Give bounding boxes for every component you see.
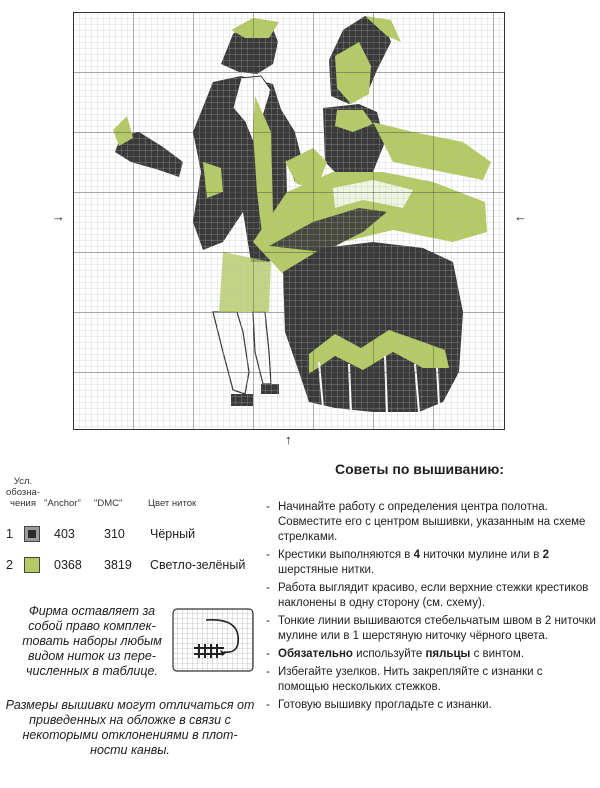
tip-item	[266, 614, 596, 644]
tip-item	[266, 698, 596, 713]
tips-title: Советы по вышиванию:	[335, 461, 505, 477]
legend-header-dmc: "DMC"	[94, 498, 123, 509]
tip-text: используйте	[352, 648, 426, 660]
tip-text: 2	[542, 549, 549, 561]
tip-text: Готовую вышивку прогладьте с изнанки.	[278, 699, 492, 711]
cross-stitch-chart	[73, 12, 505, 430]
tip-text: шерстяные нитки.	[278, 564, 375, 576]
tip-item	[266, 647, 596, 662]
tip-text: Начинайте работу с определения центра полотна. Совместите его с центром вышивки, указанным на схеме стрелками.	[278, 501, 586, 543]
legend-row-number: 1	[6, 527, 13, 541]
legend-dmc-code: 310	[104, 527, 125, 541]
center-arrow-bottom-icon: ↑	[285, 432, 292, 447]
legend-anchor-code: 403	[54, 527, 75, 541]
tip-text: Избегайте узелков. Нить закрепляйте с изнанки с помощью нескольких стежков.	[278, 666, 543, 693]
legend-color-name: Светло-зелёный	[150, 558, 246, 572]
tips-list	[266, 500, 596, 716]
legend-header-symbol: Усл. обозна- чения	[6, 476, 40, 509]
tip-text: Работа выглядит красиво, если верхние стежки крестиков наклонены в одну сторону (см. схему).	[278, 582, 589, 609]
tip-text: 4	[413, 549, 421, 561]
tip-text: ниточки мулине или в	[420, 549, 543, 561]
legend-anchor-code: 0368	[54, 558, 82, 572]
legend-color-name: Чёрный	[150, 527, 196, 541]
tip-item	[266, 665, 596, 695]
center-arrow-left-icon: →	[52, 209, 65, 224]
legend-header-color: Цвет ниток	[148, 498, 197, 509]
stitch-diagram-icon	[172, 608, 254, 672]
tip-text: с винтом.	[470, 648, 525, 660]
tip-text: пяльцы	[425, 648, 471, 660]
legend-row-number: 2	[6, 558, 13, 572]
tip-text: Обязательно	[278, 648, 353, 660]
legend-dmc-code: 3819	[104, 558, 132, 572]
center-arrow-right-icon: ←	[514, 209, 527, 224]
tip-text: Тонкие линии вышиваются стебельчатым швом в 2 ниточки мулине или в 1 шерстяную ниточку чёрного цвета.	[278, 615, 596, 642]
tip-item	[266, 500, 596, 545]
company-note: Фирма оставляет за собой право комплек- товать наборы любым видом ниток из пере- численных в таблице.	[22, 604, 162, 678]
tip-text: Крестики выполняются в	[278, 549, 414, 561]
size-note: Размеры вышивки могут отличаться от приведенных на обложке в связи с некоторыми отклонениями в плот- ности канвы.	[5, 698, 255, 757]
green-swatch-icon	[24, 557, 40, 573]
black-swatch-icon	[24, 526, 40, 542]
legend-header-anchor: "Anchor"	[44, 498, 81, 509]
tip-item	[266, 548, 596, 578]
tip-item	[266, 581, 596, 611]
legend-row	[6, 522, 195, 546]
legend-row	[6, 553, 245, 577]
